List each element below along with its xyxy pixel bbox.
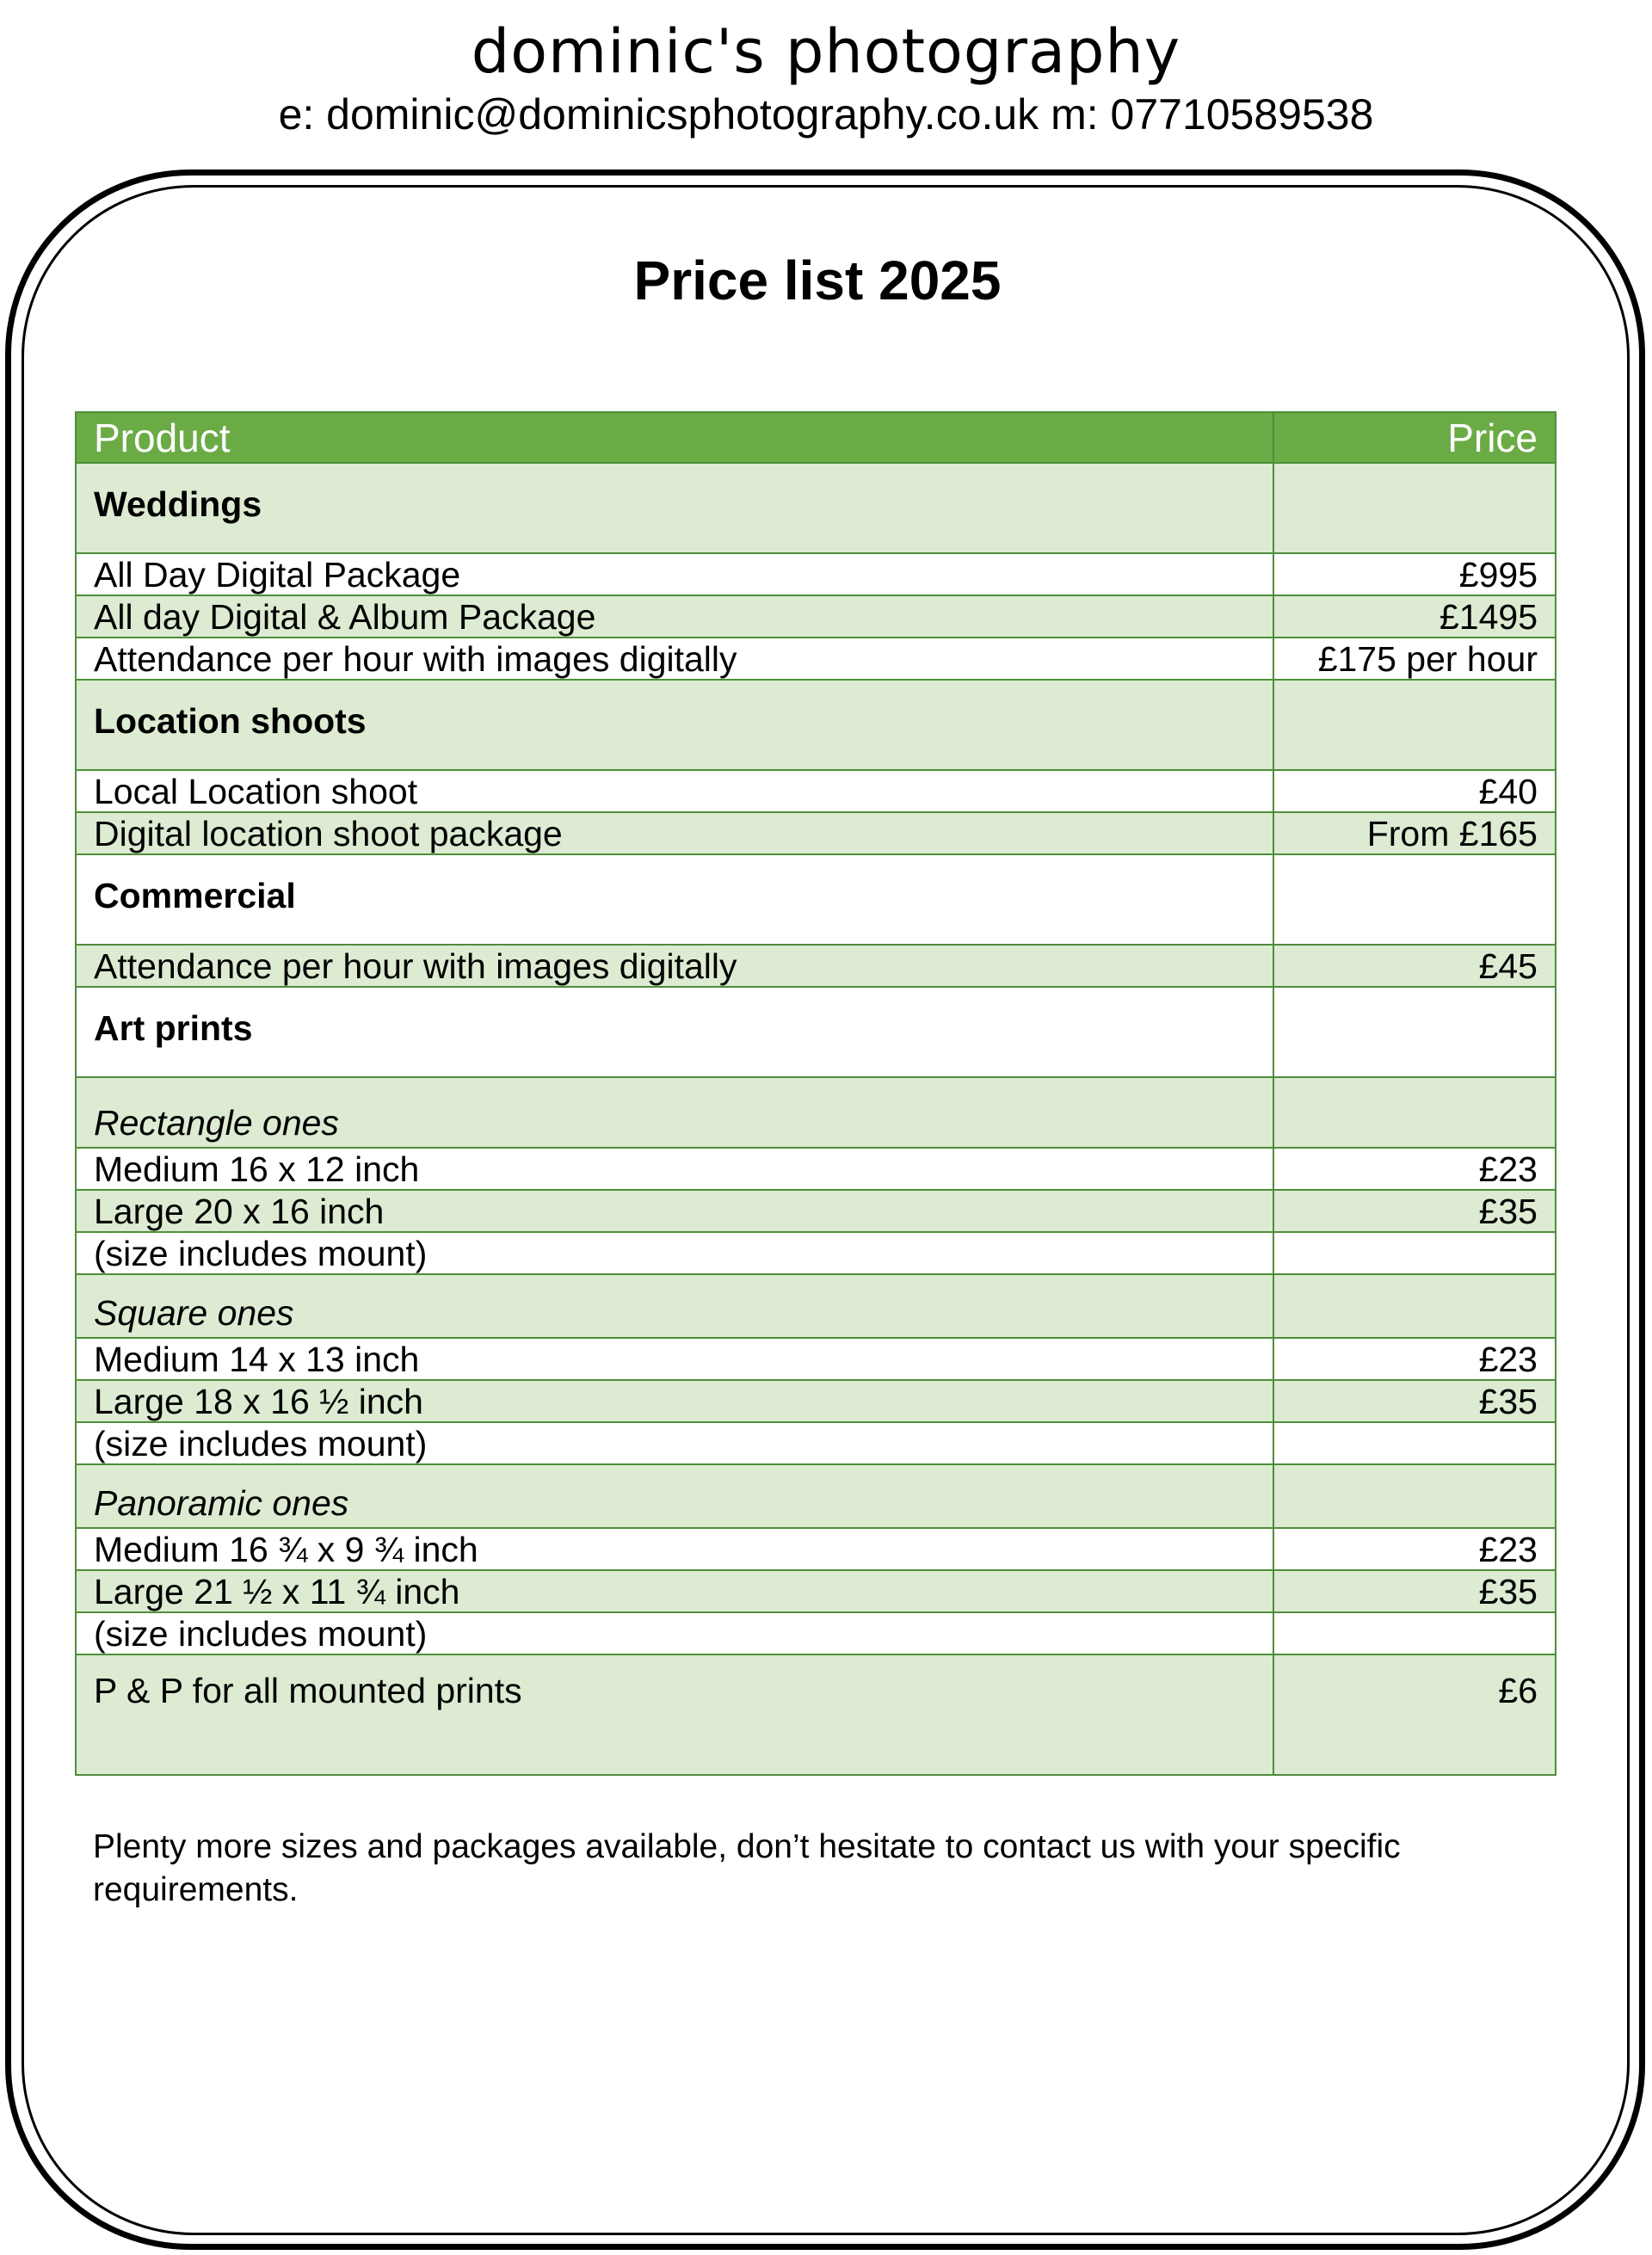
table-row bbox=[76, 1338, 1556, 1380]
product-price: £995 bbox=[1273, 553, 1556, 595]
empty-price-cell bbox=[1273, 1077, 1556, 1148]
product-name: All Day Digital Package bbox=[76, 553, 1273, 595]
product-name: P & P for all mounted prints bbox=[76, 1654, 1273, 1775]
product-name: Medium 16 x 12 inch bbox=[76, 1148, 1273, 1190]
size-note: (size includes mount) bbox=[76, 1612, 1273, 1654]
table-row bbox=[76, 638, 1556, 680]
column-header-product: Product bbox=[76, 412, 1273, 463]
product-name: Attendance per hour with images digitally bbox=[76, 945, 1273, 987]
empty-price-cell bbox=[1273, 1274, 1556, 1338]
size-note: (size includes mount) bbox=[76, 1422, 1273, 1464]
empty-price-cell bbox=[1273, 1232, 1556, 1274]
table-row bbox=[76, 812, 1556, 854]
product-price: From £165 bbox=[1273, 812, 1556, 854]
product-price: £45 bbox=[1273, 945, 1556, 987]
column-header-price: Price bbox=[1273, 412, 1556, 463]
section-row-art-prints bbox=[76, 987, 1556, 1077]
section-heading: Weddings bbox=[76, 463, 1273, 553]
postage-row bbox=[76, 1654, 1556, 1775]
section-row-weddings bbox=[76, 463, 1556, 553]
product-price: £35 bbox=[1273, 1570, 1556, 1612]
product-price: £175 per hour bbox=[1273, 638, 1556, 680]
product-price: £1495 bbox=[1273, 595, 1556, 638]
section-row-location-shoots bbox=[76, 680, 1556, 770]
subsection-label: Panoramic ones bbox=[76, 1464, 1273, 1528]
product-name: All day Digital & Album Package bbox=[76, 595, 1273, 638]
product-price: £35 bbox=[1273, 1190, 1556, 1232]
footnote-text: Plenty more sizes and packages available, don’t hesitate to contact us with your specific requirements. bbox=[93, 1828, 1401, 1908]
table-row bbox=[76, 1148, 1556, 1190]
section-heading: Location shoots bbox=[76, 680, 1273, 770]
product-price: £23 bbox=[1273, 1338, 1556, 1380]
product-price: £23 bbox=[1273, 1528, 1556, 1570]
product-name: Medium 14 x 13 inch bbox=[76, 1338, 1273, 1380]
table-row bbox=[76, 553, 1556, 595]
empty-price-cell bbox=[1273, 1422, 1556, 1464]
empty-price-cell bbox=[1273, 1612, 1556, 1654]
table-row bbox=[76, 1612, 1556, 1654]
section-row-commercial bbox=[76, 854, 1556, 945]
page-title: Price list 2025 bbox=[633, 250, 1002, 311]
product-name: Large 21 ½ x 11 ¾ inch bbox=[76, 1570, 1273, 1612]
product-name: Large 20 x 16 inch bbox=[76, 1190, 1273, 1232]
price-table bbox=[75, 411, 1556, 1776]
subsection-row-panoramic bbox=[76, 1464, 1556, 1528]
table-row bbox=[76, 770, 1556, 812]
subsection-label: Square ones bbox=[76, 1274, 1273, 1338]
table-row bbox=[76, 1380, 1556, 1422]
table-row bbox=[76, 1232, 1556, 1274]
size-note: (size includes mount) bbox=[76, 1232, 1273, 1274]
subsection-row-square bbox=[76, 1274, 1556, 1338]
product-price: £23 bbox=[1273, 1148, 1556, 1190]
product-price: £6 bbox=[1273, 1654, 1556, 1775]
section-heading: Commercial bbox=[76, 854, 1273, 945]
table-row bbox=[76, 945, 1556, 987]
table-row bbox=[76, 1422, 1556, 1464]
business-name: dominic's photography bbox=[471, 16, 1181, 87]
product-price: £35 bbox=[1273, 1380, 1556, 1422]
product-name: Local Location shoot bbox=[76, 770, 1273, 812]
contact-line: e: dominic@dominicsphotography.co.uk m: 07710589538 bbox=[278, 90, 1374, 139]
product-price: £40 bbox=[1273, 770, 1556, 812]
table-row bbox=[76, 1570, 1556, 1612]
product-name: Large 18 x 16 ½ inch bbox=[76, 1380, 1273, 1422]
subsection-row-rectangle bbox=[76, 1077, 1556, 1148]
product-name: Digital location shoot package bbox=[76, 812, 1273, 854]
empty-price-cell bbox=[1273, 854, 1556, 945]
empty-price-cell bbox=[1273, 680, 1556, 770]
table-row bbox=[76, 1528, 1556, 1570]
table-header-row bbox=[76, 412, 1556, 463]
subsection-label: Rectangle ones bbox=[76, 1077, 1273, 1148]
table-row bbox=[76, 595, 1556, 638]
section-heading: Art prints bbox=[76, 987, 1273, 1077]
product-name: Attendance per hour with images digitally bbox=[76, 638, 1273, 680]
empty-price-cell bbox=[1273, 1464, 1556, 1528]
product-name: Medium 16 ¾ x 9 ¾ inch bbox=[76, 1528, 1273, 1570]
empty-price-cell bbox=[1273, 463, 1556, 553]
empty-price-cell bbox=[1273, 987, 1556, 1077]
table-row bbox=[76, 1190, 1556, 1232]
